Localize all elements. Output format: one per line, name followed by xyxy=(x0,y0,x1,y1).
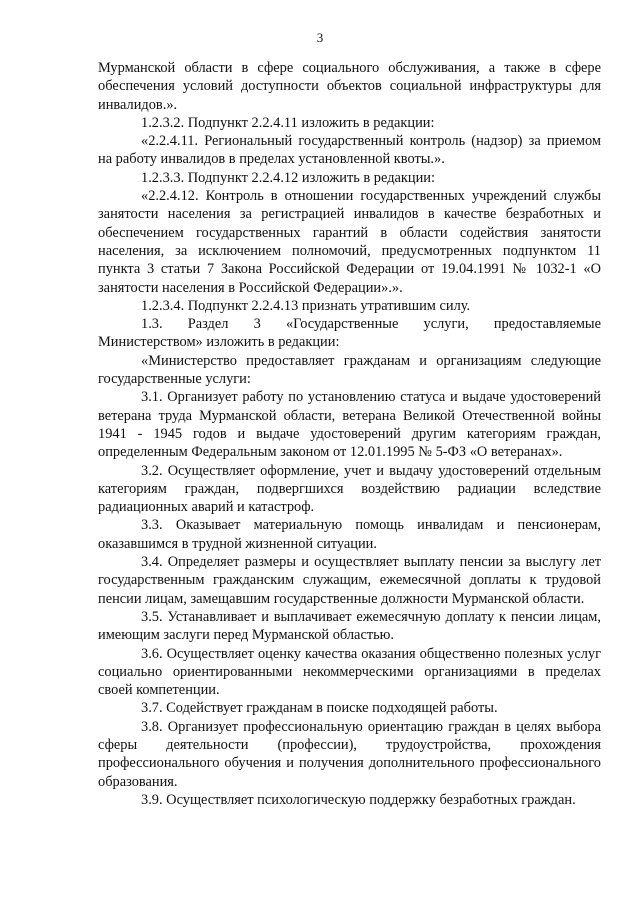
paragraph: 3.7. Содействует гражданам в поиске подходящей работы. xyxy=(141,700,498,717)
paragraph: 3.3. Оказывает материальную помощь инвалидам и пенсионерам, оказавшимся в трудной жизненной ситуации. xyxy=(98,517,601,552)
paragraph: 3.9. Осуществляет психологическую поддержку безработных граждан. xyxy=(141,791,576,808)
paragraph: 3.4. Определяет размеры и осуществляет выплату пенсии за выслугу лет государственным гражданским служащим, ежемесячной доплаты к трудовой пенсии лицам, замещавшим государственные должности Мурманской области. xyxy=(98,554,601,607)
paragraph: 3.2. Осуществляет оформление, учет и выдачу удостоверений отдельным категориям граждан, подвергшихся воздействию радиации вследствие радиационных аварий и катастроф. xyxy=(98,462,601,516)
paragraph: 1.2.3.3. Подпункт 2.2.4.12 изложить в редакции: xyxy=(141,169,436,186)
paragraph: «2.2.4.11. Региональный государственный контроль (надзор) за приемом на работу инвалидов в пределах установленной квоты.». xyxy=(98,133,601,168)
paragraph: 3.8. Организует профессиональную ориентацию граждан в целях выбора сферы деятельности (профессии), трудоустройства, прохождения профессионального обучения и получения дополнительного профессионального образования. xyxy=(98,718,601,790)
page-number: 3 xyxy=(316,30,324,45)
paragraph: 1.3. Раздел 3 «Государственные услуги, предоставляемые Министерством» изложить в редакции: xyxy=(98,316,601,351)
paragraph: 1.2.3.4. Подпункт 2.2.4.13 признать утратившим силу. xyxy=(141,297,471,314)
document-body xyxy=(98,59,601,809)
paragraph: 3.6. Осуществляет оценку качества оказания общественно полезных услуг социально ориентированными некоммерческими организациями в пределах своей компетенции. xyxy=(98,645,601,699)
paragraph: 3.1. Организует работу по установлению статуса и выдаче удостоверений ветерана труда Мурманской области, ветерана Великой Отечественной войны 1941 - 1945 годов и выдаче удостоверений другим категориям граждан, определенным Федеральным законом от 12.01.1995 № 5-ФЗ «О ветеранах». xyxy=(98,389,601,461)
paragraph: 3.5. Устанавливает и выплачивает ежемесячную доплату к пенсии лицам, имеющим заслуги перед Мурманской областью. xyxy=(98,608,601,644)
paragraph: «Министерство предоставляет гражданам и организациям следующие государственные услуги: xyxy=(98,352,601,388)
paragraph: «2.2.4.12. Контроль в отношении государственных учреждений службы занятости населения за регистрацией инвалидов в качестве безработных и обеспечением государственных гарантий в области содействия занятости населения, за исключением полномочий, предусмотренных подпунктом 11 пункта 3 статьи 7 Закона Российской Федерации от 19.04.1991 № 1032-1 «О занятости населения в Российской Федерации».». xyxy=(98,188,601,296)
paragraph: 1.2.3.2. Подпункт 2.2.4.11 изложить в редакции: xyxy=(141,114,435,131)
paragraph: Мурманской области в сфере социального обслуживания, а также в сфере обеспечения условий доступности объектов социальной инфраструктуры для инвалидов.». xyxy=(98,60,601,113)
